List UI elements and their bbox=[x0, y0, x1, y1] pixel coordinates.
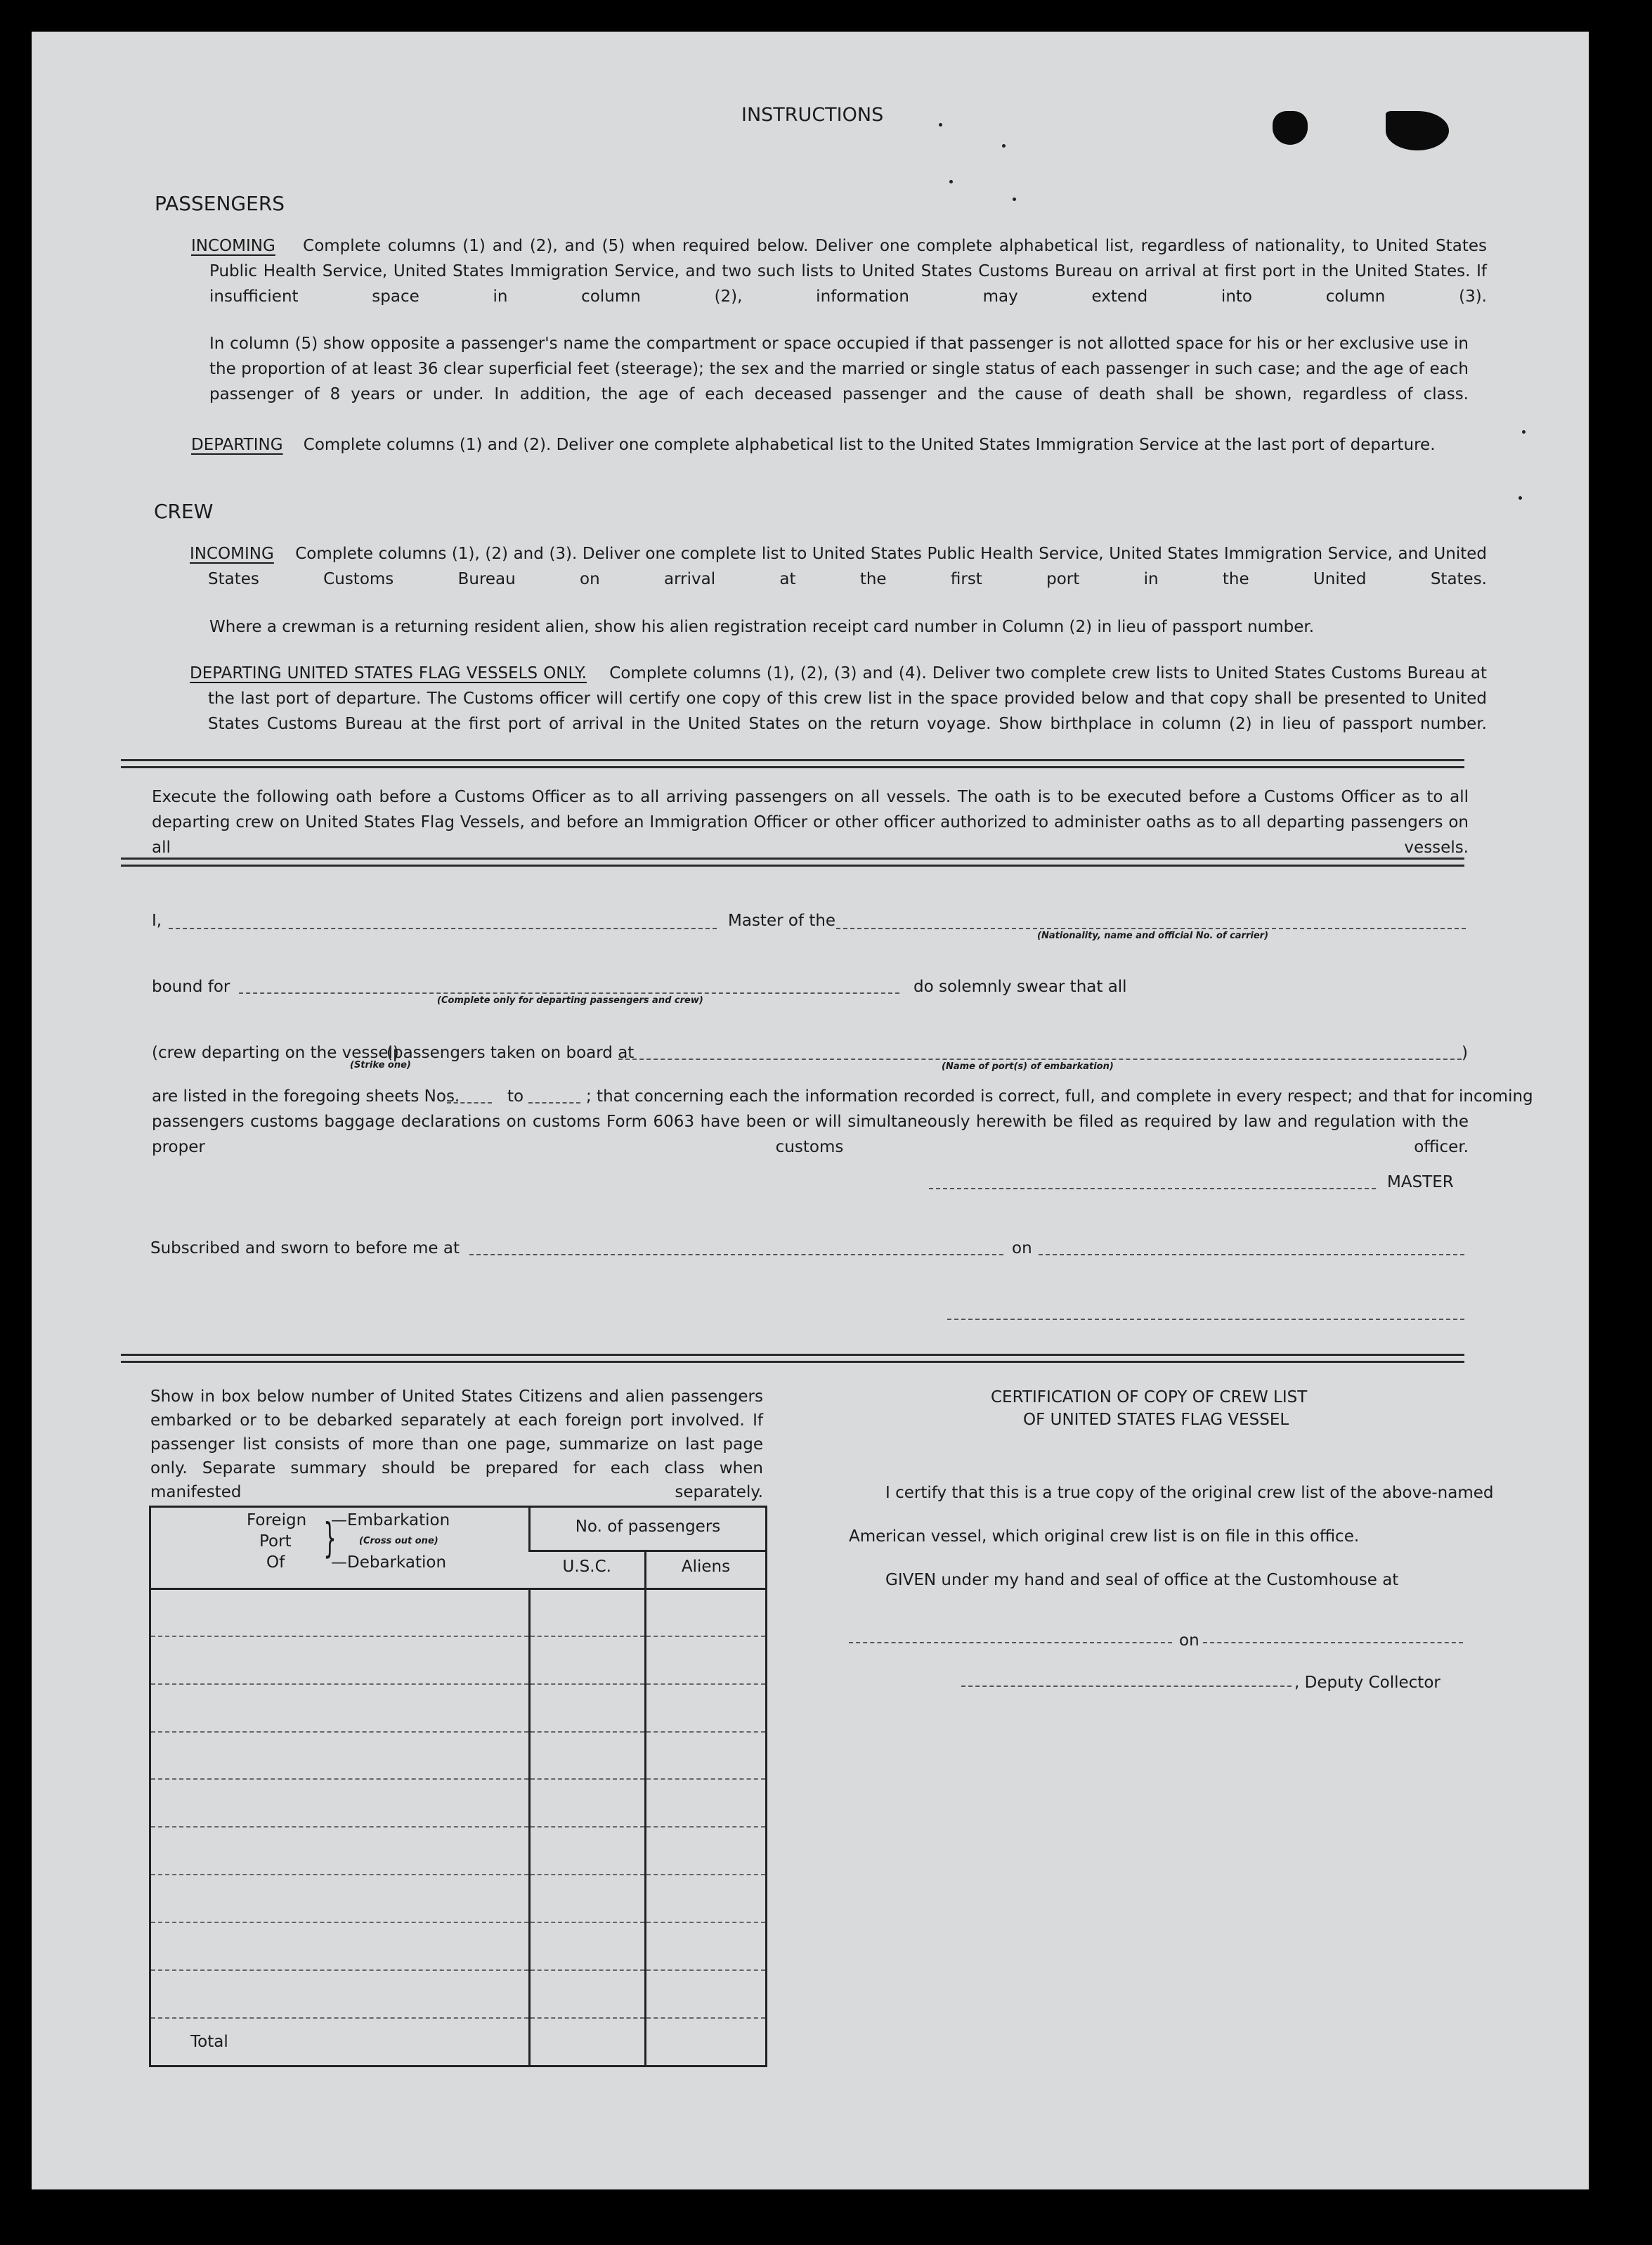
cert-title-line1: CERTIFICATION OF COPY OF CREW LIST bbox=[991, 1388, 1308, 1406]
close-paren: ) bbox=[1462, 1044, 1468, 1062]
departing-note: (Complete only for departing passengers and crew) bbox=[437, 995, 703, 1006]
usc-cell[interactable] bbox=[530, 1827, 646, 1875]
usc-cell[interactable] bbox=[530, 1875, 646, 1922]
usc-cell[interactable] bbox=[530, 1589, 646, 1636]
page-title: INSTRUCTIONS bbox=[741, 104, 884, 126]
nationality-note: (Nationality, name and official No. of carrier) bbox=[1037, 931, 1269, 941]
speck bbox=[1518, 496, 1522, 500]
sworn-date-field[interactable] bbox=[1039, 1254, 1464, 1255]
port-cell[interactable] bbox=[150, 1970, 530, 2018]
usc-total-cell[interactable] bbox=[530, 2018, 646, 2066]
passengers-departing-paragraph bbox=[191, 432, 1469, 483]
col-foreign: Foreign bbox=[247, 1511, 307, 1529]
usc-cell[interactable] bbox=[530, 1636, 646, 1684]
crew-incoming-label: INCOMING bbox=[190, 545, 274, 563]
port-cell[interactable] bbox=[150, 1732, 530, 1780]
passengers-incoming-text: Complete columns (1) and (2), and (5) when required below. Deliver one complete alphabetical list, regardless of nationality, to United States Public Health Service, United States Immigration Service, and two such lists to United States Customs Bureau on arrival at first port in the United States. If insufficient space in column (2), information may extend into column (3). bbox=[209, 237, 1487, 306]
cert-title-line2: OF UNITED STATES FLAG VESSEL bbox=[1023, 1411, 1289, 1429]
brace-icon: } bbox=[323, 1514, 337, 1562]
master-name-field[interactable] bbox=[169, 928, 717, 929]
crew-departing-paragraph bbox=[190, 661, 1487, 762]
aliens-cell[interactable] bbox=[646, 1827, 767, 1875]
swear-text: do solemnly swear that all bbox=[913, 978, 1127, 996]
foreign-port-header bbox=[150, 1507, 530, 1589]
double-rule bbox=[121, 858, 1464, 867]
aliens-cell[interactable] bbox=[646, 1779, 767, 1827]
punch-hole-right bbox=[1386, 111, 1449, 150]
aliens-cell[interactable] bbox=[646, 1636, 767, 1684]
punch-hole-left bbox=[1273, 111, 1308, 145]
oath-i-label: I, bbox=[152, 912, 162, 930]
usc-cell[interactable] bbox=[530, 1922, 646, 1970]
bound-for-field[interactable] bbox=[239, 992, 899, 994]
to-word: to bbox=[507, 1087, 524, 1106]
passengers-heading: PASSENGERS bbox=[155, 192, 285, 215]
crew-departing-option: (crew departing on the vessel) bbox=[152, 1044, 399, 1062]
sworn-place-field[interactable] bbox=[469, 1254, 1003, 1255]
port-cell[interactable] bbox=[150, 1779, 530, 1827]
crew-incoming-text: Complete columns (1), (2) and (3). Deliver one complete list to United States Public Health Service, United States Immigration Service, and United States Customs Bureau on arrival at the first port in the United States. bbox=[208, 545, 1487, 588]
subscribed-label: Subscribed and sworn to before me at bbox=[150, 1239, 460, 1257]
cert-text3: GIVEN under my hand and seal of office at the Customhouse at bbox=[885, 1571, 1399, 1589]
on-word: on bbox=[1012, 1239, 1032, 1257]
officer-signature-field[interactable] bbox=[947, 1319, 1464, 1320]
total-label-cell: Total bbox=[190, 2032, 228, 2051]
cross-out-note: (Cross out one) bbox=[359, 1536, 438, 1546]
aliens-cell[interactable] bbox=[646, 1589, 767, 1636]
speck bbox=[1002, 144, 1006, 148]
aliens-cell[interactable] bbox=[646, 1970, 767, 2018]
crew-alien-paragraph: Where a crewman is a returning resident alien, show his alien registration receipt card number in Column (2) in lieu of passport number. bbox=[209, 618, 1315, 636]
cert-text2: American vessel, which original crew list is on file in this office. bbox=[849, 1527, 1360, 1546]
passengers-column5-paragraph: In column (5) show opposite a passenger's name the compartment or space occupied if that passenger is not allotted space for his or her exclusive use in the proportion of at least 36 clear superficial feet (steerage); the sex and the married or single status of each passenger in such case; and the age of each passenger of 8 years or under. In addition, the age of each deceased passenger and the cause of death shall be shown, regardless of class. bbox=[209, 335, 1469, 403]
cert-text1: I certify that this is a true copy of the original crew list of the above-named bbox=[885, 1484, 1494, 1502]
bound-for-label: bound for bbox=[152, 978, 230, 996]
crew-departing-label: DEPARTING UNITED STATES FLAG VESSELS ONLY. bbox=[190, 664, 587, 682]
aliens-cell[interactable] bbox=[646, 1684, 767, 1732]
port-cell[interactable] bbox=[150, 1589, 530, 1636]
passenger-summary-table bbox=[149, 1506, 767, 2067]
crew-departing-text: Complete columns (1), (2), (3) and (4). Deliver two complete crew lists to United States Customs Bureau at the last port of departure. The Customs officer will certify one copy of this crew list in the space provided below and that copy shall be presented to United States Customs Bureau at the first port of arrival in the United States on the return voyage. Show birthplace in column (2) in lieu of passport number. bbox=[208, 664, 1488, 733]
usc-header: U.S.C. bbox=[530, 1551, 646, 1589]
usc-cell[interactable] bbox=[530, 1779, 646, 1827]
listed-prefix: are listed in the foregoing sheets Nos. bbox=[152, 1087, 460, 1106]
double-rule bbox=[121, 759, 1464, 768]
deputy-collector-label: , Deputy Collector bbox=[1294, 1674, 1440, 1692]
no-passengers-header: No. of passengers bbox=[530, 1507, 767, 1551]
port-cell[interactable] bbox=[150, 1636, 530, 1684]
sheet-to-field[interactable] bbox=[528, 1102, 580, 1104]
sheet-from-field[interactable] bbox=[447, 1102, 492, 1104]
master-label: MASTER bbox=[1387, 1173, 1454, 1191]
embarkation-option[interactable]: —Embarkation bbox=[331, 1511, 450, 1529]
col-port: Port bbox=[259, 1532, 292, 1551]
aliens-header: Aliens bbox=[646, 1551, 767, 1589]
aliens-total-cell[interactable] bbox=[646, 2018, 767, 2066]
col-of: Of bbox=[266, 1553, 285, 1572]
master-signature-field[interactable] bbox=[929, 1188, 1376, 1189]
deputy-signature-field[interactable] bbox=[961, 1686, 1292, 1687]
speck bbox=[949, 180, 953, 183]
port-note: (Name of port(s) of embarkation) bbox=[942, 1061, 1114, 1072]
listed-suffix: ; that concerning each the information recorded is correct, full, and complete in every respect; and that for incoming bbox=[586, 1087, 1533, 1106]
speck bbox=[939, 123, 942, 127]
port-cell[interactable] bbox=[150, 1827, 530, 1875]
passengers-departing-label: DEPARTING bbox=[191, 436, 283, 454]
listed-rest: passengers customs baggage declarations on customs Form 6063 have been or will simultaneously herewith be filed as required by law and regulation with the proper customs officer. bbox=[152, 1113, 1469, 1156]
oath-instruction: Execute the following oath before a Customs Officer as to all arriving passengers on all vessels. The oath is to be executed before a Customs Officer as to all departing crew on United States Flag Vessels, and before an Immigration Officer or other officer authorized to administer oaths as to all departing passengers on all vessels. bbox=[152, 788, 1469, 857]
speck bbox=[1522, 430, 1526, 434]
strike-note: (Strike one) bbox=[350, 1060, 411, 1070]
aliens-cell[interactable] bbox=[646, 1922, 767, 1970]
usc-cell[interactable] bbox=[530, 1684, 646, 1732]
debarkation-option[interactable]: —Debarkation bbox=[331, 1553, 447, 1572]
port-cell[interactable] bbox=[150, 1875, 530, 1922]
passengers-incoming-label: INCOMING bbox=[191, 237, 275, 255]
carrier-field[interactable] bbox=[836, 928, 1466, 929]
usc-cell[interactable] bbox=[530, 1970, 646, 2018]
customhouse-field[interactable] bbox=[849, 1642, 1172, 1643]
port-cell[interactable] bbox=[150, 1922, 530, 1970]
cert-on-word: on bbox=[1179, 1631, 1199, 1650]
crew-incoming-paragraph bbox=[190, 541, 1487, 617]
passengers-incoming-paragraph bbox=[191, 233, 1487, 335]
cert-date-field[interactable] bbox=[1203, 1642, 1463, 1643]
usc-cell[interactable] bbox=[530, 1732, 646, 1780]
aliens-cell[interactable] bbox=[646, 1875, 767, 1922]
summary-instruction: Show in box below number of United States Citizens and alien passengers embarked or to be debarked separately at each foreign port involved. If passenger list consists of more than one page, summarize on last page only. Separate summary should be prepared for each class when manifested separately. bbox=[150, 1387, 763, 1501]
speck bbox=[1013, 198, 1016, 201]
double-rule bbox=[121, 1354, 1464, 1363]
aliens-cell[interactable] bbox=[646, 1732, 767, 1780]
port-cell[interactable] bbox=[150, 1684, 530, 1732]
passengers-taken-option: (passengers taken on board at bbox=[386, 1044, 635, 1062]
embarkation-port-field[interactable] bbox=[618, 1059, 1462, 1060]
crew-heading: CREW bbox=[154, 500, 214, 523]
passengers-departing-text: Complete columns (1) and (2). Deliver one complete alphabetical list to the United States Immigration Service at the last port of departure. bbox=[303, 436, 1436, 454]
master-of-the-label: Master of the bbox=[728, 912, 836, 930]
